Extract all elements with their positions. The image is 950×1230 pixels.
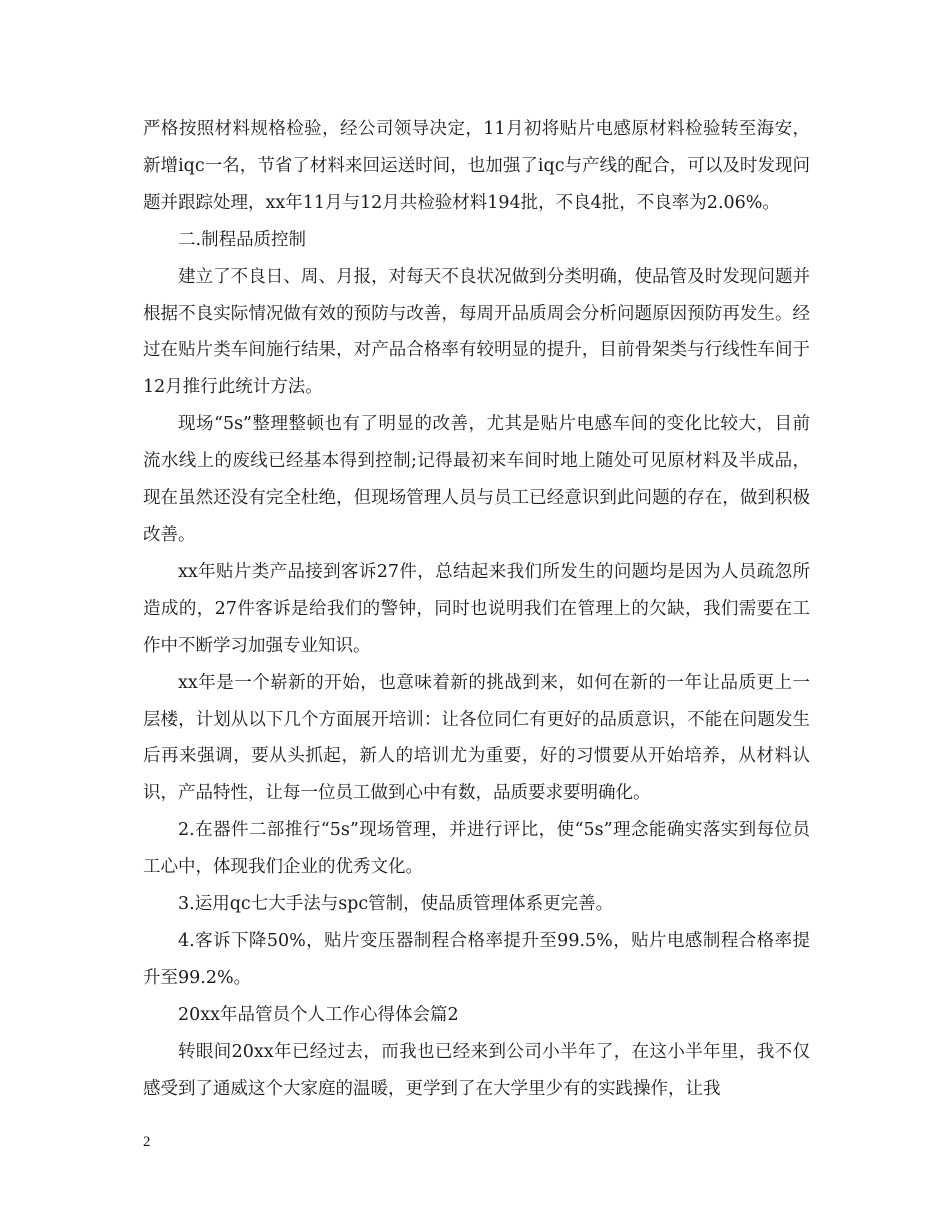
page-number: 2 [143,1134,151,1150]
article-title: 20xx年品管员个人工作心得体会篇2 [178,1004,459,1025]
list-item: 2.在器件二部推行“5s”现场管理，并进行评比，使“5s”理念能确实落实到每位员工心中，体现我们企业的优秀文化。 [143,820,810,878]
paragraph: 建立了不良日、周、月报，对每天不良状况做到分类明确，使品管及时发现问题并根据不良实际情况做有效的预防与改善，每周开品质周会分析问题原因预防再发生。经过在贴片类车间施行结果，对产品合格率有较明显的提升，目前骨架类与行线性车间于12月推行此统计方法。 [143,266,810,398]
paragraph: 转眼间20xx年已经过去，而我也已经来到公司小半年了，在这小半年里，我不仅感受到了通威这个大家庭的温暖，更学到了在大学里少有的实践操作，让我 [143,1041,810,1099]
paragraph: xx年贴片类产品接到客诉27件，总结起来我们所发生的问题均是因为人员疏忽所造成的，27件客诉是给我们的警钟，同时也说明我们在管理上的欠缺，我们需要在工作中不断学习加强专业知识。 [143,561,810,656]
paragraph: xx年是一个崭新的开始，也意味着新的挑战到来，如何在新的一年让品质更上一层楼，计划从以下几个方面展开培训：让各位同仁有更好的品质意识，不能在问题发生后再来强调，要从头抓起，新人的培训尤为重要，好的习惯要从开始培养，从材料认识，产品特性，让每一位员工做到心中有数，品质要求要明确化。 [143,672,810,804]
paragraph: 现场“5s”整理整顿也有了明显的改善，尤其是贴片电感车间的变化比较大，目前流水线上的废线已经基本得到控制;记得最初来车间时地上随处可见原材料及半成品，现在虽然还没有完全杜绝，但现场管理人员与员工已经意识到此问题的存在，做到积极改善。 [143,414,810,545]
document-body [143,111,810,1107]
list-item: 4.客诉下降50%，贴片变压器制程合格率提升至99.5%，贴片电感制程合格率提升至99.2%。 [143,930,810,988]
section-heading: 二.制程品质控制 [178,229,307,250]
list-item: 3.运用qc七大手法与spc管制，使品质管理体系更完善。 [178,894,614,915]
paragraph: 严格按照材料规格检验，经公司领导决定，11月初将贴片电感原材料检验转至海安，新增iqc一名，节省了材料来回运送时间，也加强了iqc与产线的配合，可以及时发现问题并跟踪处理，xx年11月与12月共检验材料194批，不良4批，不良率为2.06%。 [143,119,810,213]
